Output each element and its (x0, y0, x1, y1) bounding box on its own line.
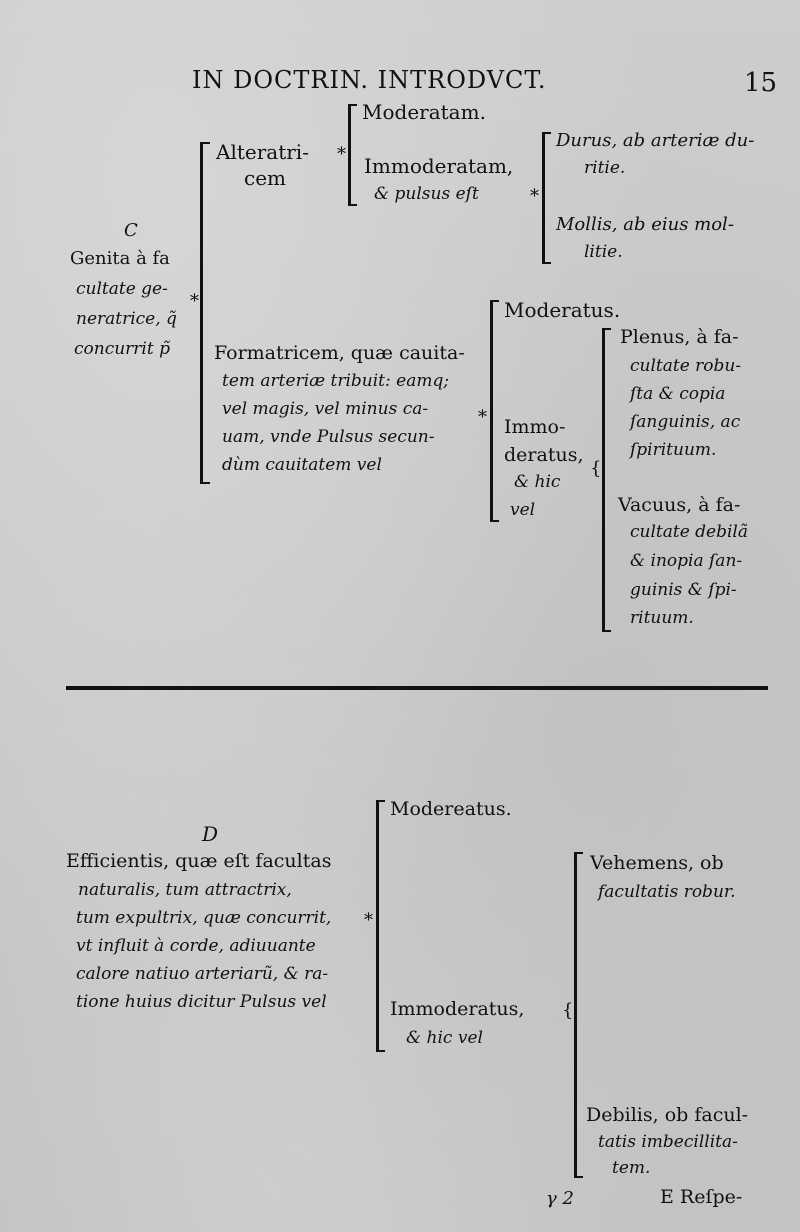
brace-tick (200, 142, 210, 144)
vacuus-line: Vacuus, à fa- (618, 494, 741, 516)
plenus-line: ſanguinis, ac (630, 412, 741, 432)
section-letter-c: C (124, 220, 138, 241)
vacuus-line: rituum. (630, 608, 694, 628)
brace-tick (376, 800, 385, 802)
durus-label: Durus, ab arteriæ du- (556, 130, 755, 151)
modereatus-label: Modereatus. (390, 798, 512, 820)
immoderatus-label: Immo- (504, 416, 566, 438)
brace-knot: { (562, 1000, 574, 1021)
section-letter-d: D (202, 822, 219, 846)
brace-tick (348, 204, 357, 206)
brace-line (348, 104, 351, 206)
formatricem-line: dùm cauitatem vel (222, 455, 382, 475)
brace-tick (200, 482, 210, 484)
moderatam-label: Moderatam. (362, 100, 486, 124)
mollis-label: litie. (584, 242, 623, 262)
formatricem-line: Formatricem, quæ cauita- (214, 342, 465, 364)
running-title: IN DOCTRIN. INTRODVCT. (192, 66, 547, 94)
immoderatus-label: & hic (514, 472, 561, 492)
brace-tick (376, 1050, 385, 1052)
moderatus-label: Moderatus. (504, 298, 621, 322)
brace-tick (602, 328, 611, 330)
brace-tick (490, 300, 499, 302)
immoderatam-label: & pulsus eſt (374, 184, 479, 204)
page-number: 15 (744, 68, 778, 98)
vacuus-line: guinis & ſpi- (630, 580, 737, 600)
debilis-label: Debilis, ob facul- (586, 1104, 749, 1126)
mollis-label: Mollis, ab eius mol- (556, 214, 734, 235)
brace-line (376, 800, 379, 1052)
brace-tick (602, 630, 611, 632)
text-line: neratrice, q̃ (76, 309, 177, 329)
plenus-line: Plenus, à fa- (620, 326, 739, 348)
signature-mark: γ 2 (546, 1188, 574, 1209)
brace-line (490, 300, 493, 522)
vacuus-line: & inopia ſan- (630, 551, 743, 571)
immoderatus-d-label: Immoderatus, (390, 998, 525, 1020)
durus-label: ritie. (584, 158, 626, 178)
brace-knot: ⁎ (478, 401, 487, 422)
brace-knot: ⁎ (364, 904, 373, 925)
immoderatus-label: vel (510, 500, 536, 520)
brace-tick (542, 262, 551, 264)
plenus-line: cultate robu- (630, 356, 742, 376)
debilis-label: tem. (612, 1158, 651, 1178)
brace-knot: ⁎ (337, 138, 346, 159)
brace-knot: { (590, 458, 602, 479)
brace-line (574, 852, 577, 1178)
formatricem-line: uam, vnde Pulsus secun- (222, 427, 435, 447)
text-line: Efficientis, quæ eſt facultas (66, 850, 332, 872)
text-line: Genita à fa (70, 248, 170, 269)
vehemens-label: facultatis robur. (598, 882, 736, 902)
brace-tick (348, 104, 357, 106)
brace-tick (490, 520, 499, 522)
immoderatam-label: Immoderatam, (364, 154, 514, 178)
catchword: E Reſpe- (660, 1186, 743, 1208)
vehemens-label: Vehemens, ob (590, 852, 724, 874)
alteratricem-label: Alteratri- (216, 140, 309, 164)
brace-tick (542, 132, 551, 134)
formatricem-line: tem arteriæ tribuit: eamq; (222, 371, 450, 391)
debilis-label: tatis imbecillita- (598, 1132, 738, 1152)
plenus-line: ſpirituum. (630, 440, 717, 460)
text-line: vt influit à corde, adiuuante (76, 936, 316, 956)
text-line: calore natiuo arteriarũ, & ra- (76, 964, 329, 984)
brace-line (200, 142, 203, 484)
text-line: tum expultrix, quæ concurrit, (76, 908, 332, 928)
brace-knot: ⁎ (190, 285, 199, 306)
immoderatus-label: deratus, (504, 444, 584, 466)
alteratricem-label: cem (244, 166, 287, 190)
formatricem-line: vel magis, vel minus ca- (222, 399, 429, 419)
text-line: concurrit p̃ (74, 339, 170, 359)
brace-knot: ⁎ (530, 180, 539, 201)
text-line: naturalis, tum attractrix, (78, 880, 292, 900)
immoderatus-d-label: & hic vel (406, 1028, 483, 1048)
brace-line (542, 132, 545, 264)
text-line: tione huius dicitur Pulsus vel (76, 992, 327, 1012)
section-divider (66, 686, 768, 690)
brace-line (602, 328, 605, 632)
text-line: cultate ge- (76, 279, 168, 299)
plenus-line: ſta & copia (630, 384, 726, 404)
brace-tick (574, 852, 583, 854)
vacuus-line: cultate debilã (630, 522, 749, 542)
brace-tick (574, 1176, 583, 1178)
